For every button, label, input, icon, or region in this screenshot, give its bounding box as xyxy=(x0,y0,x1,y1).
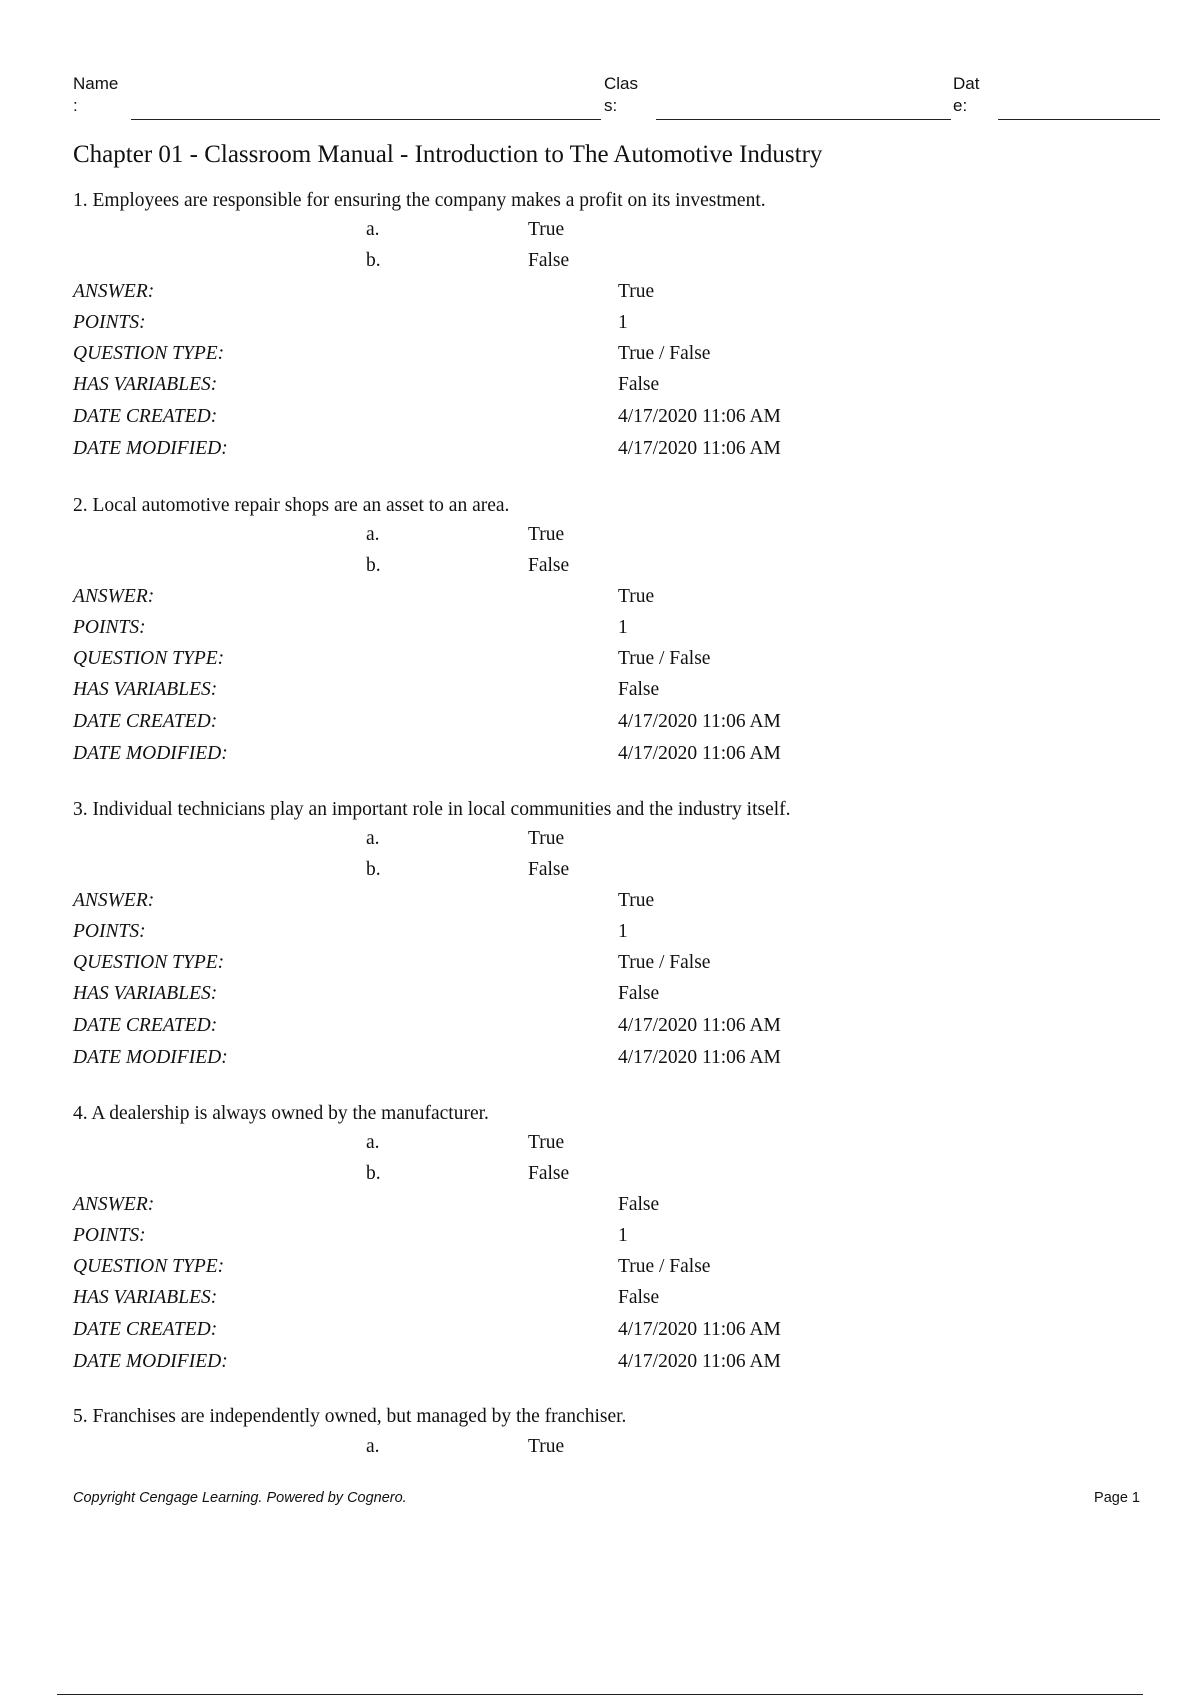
date-created-value: 4/17/2020 11:06 AM xyxy=(618,406,781,427)
has-variables-value: False xyxy=(618,679,660,700)
date-label-bottom: e: xyxy=(953,96,968,115)
question-type-value: True / False xyxy=(618,952,711,973)
option-value: True xyxy=(528,1436,565,1457)
question-type-value: True / False xyxy=(618,1256,711,1277)
has-variables-label: HAS VARIABLES: xyxy=(73,679,218,700)
date-label xyxy=(953,73,979,117)
class-field-line[interactable] xyxy=(656,119,951,120)
date-modified-label: DATE MODIFIED: xyxy=(73,1351,228,1372)
date-created-label: DATE CREATED: xyxy=(73,406,218,427)
name-label-bottom: : xyxy=(73,96,78,115)
date-modified-label: DATE MODIFIED: xyxy=(73,1047,228,1068)
question-text: 4. A dealership is always owned by the manufacturer. xyxy=(73,1103,489,1124)
points-label: POINTS: xyxy=(73,312,146,333)
date-created-value: 4/17/2020 11:06 AM xyxy=(618,1015,781,1036)
points-label: POINTS: xyxy=(73,617,146,638)
question-type-label: QUESTION TYPE: xyxy=(73,952,225,973)
question-text: 1. Employees are responsible for ensuring the company makes a profit on its investment. xyxy=(73,190,766,211)
option-letter: b. xyxy=(366,250,381,271)
points-label: POINTS: xyxy=(73,921,146,942)
option-letter: b. xyxy=(366,859,381,880)
date-created-value: 4/17/2020 11:06 AM xyxy=(618,711,781,732)
option-value: False xyxy=(528,555,570,576)
option-value: False xyxy=(528,1163,570,1184)
date-modified-value: 4/17/2020 11:06 AM xyxy=(618,1351,781,1372)
date-created-label: DATE CREATED: xyxy=(73,1015,218,1036)
class-label xyxy=(604,73,638,117)
date-label-top: Dat xyxy=(953,74,980,93)
answer-label: ANSWER: xyxy=(73,890,155,911)
answer-label: ANSWER: xyxy=(73,281,155,302)
answer-label: ANSWER: xyxy=(73,586,155,607)
bottom-divider xyxy=(57,1694,1143,1695)
option-value: True xyxy=(528,828,565,849)
date-modified-label: DATE MODIFIED: xyxy=(73,438,228,459)
date-modified-label: DATE MODIFIED: xyxy=(73,743,228,764)
date-modified-value: 4/17/2020 11:06 AM xyxy=(618,1047,781,1068)
date-modified-value: 4/17/2020 11:06 AM xyxy=(618,438,781,459)
question-type-label: QUESTION TYPE: xyxy=(73,648,225,669)
option-letter: b. xyxy=(366,1163,381,1184)
points-label: POINTS: xyxy=(73,1225,146,1246)
option-value: True xyxy=(528,524,565,545)
question-type-label: QUESTION TYPE: xyxy=(73,1256,225,1277)
name-label xyxy=(73,73,118,117)
option-letter: a. xyxy=(366,219,380,240)
date-field-line[interactable] xyxy=(998,119,1160,120)
points-value: 1 xyxy=(618,1225,628,1246)
option-letter: b. xyxy=(366,555,381,576)
points-value: 1 xyxy=(618,617,628,638)
name-label-top: Name xyxy=(73,74,119,93)
question-type-value: True / False xyxy=(618,648,711,669)
option-value: True xyxy=(528,1132,565,1153)
question-text: 3. Individual technicians play an important role in local communities and the industry itself. xyxy=(73,799,791,820)
answer-value: True xyxy=(618,890,655,911)
points-value: 1 xyxy=(618,921,628,942)
class-label-bottom: s: xyxy=(604,96,618,115)
answer-value: True xyxy=(618,586,655,607)
has-variables-label: HAS VARIABLES: xyxy=(73,374,218,395)
has-variables-label: HAS VARIABLES: xyxy=(73,983,218,1004)
answer-label: ANSWER: xyxy=(73,1194,155,1215)
option-letter: a. xyxy=(366,828,380,849)
option-value: False xyxy=(528,250,570,271)
option-letter: a. xyxy=(366,524,380,545)
has-variables-label: HAS VARIABLES: xyxy=(73,1287,218,1308)
date-modified-value: 4/17/2020 11:06 AM xyxy=(618,743,781,764)
question-type-label: QUESTION TYPE: xyxy=(73,343,225,364)
date-created-label: DATE CREATED: xyxy=(73,1319,218,1340)
has-variables-value: False xyxy=(618,1287,660,1308)
answer-value: False xyxy=(618,1194,660,1215)
question-type-value: True / False xyxy=(618,343,711,364)
answer-value: True xyxy=(618,281,655,302)
date-created-label: DATE CREATED: xyxy=(73,711,218,732)
has-variables-value: False xyxy=(618,983,660,1004)
question-text: 2. Local automotive repair shops are an asset to an area. xyxy=(73,495,510,516)
page-number: Page 1 xyxy=(1094,1490,1140,1506)
points-value: 1 xyxy=(618,312,628,333)
has-variables-value: False xyxy=(618,374,660,395)
question-text: 5. Franchises are independently owned, but managed by the franchiser. xyxy=(73,1406,627,1427)
class-label-top: Clas xyxy=(604,74,639,93)
option-letter: a. xyxy=(366,1132,380,1153)
chapter-title: Chapter 01 - Classroom Manual - Introduction to The Automotive Industry xyxy=(73,141,823,168)
name-field-line[interactable] xyxy=(131,119,601,120)
copyright-footer: Copyright Cengage Learning. Powered by Cognero. xyxy=(73,1490,407,1506)
date-created-value: 4/17/2020 11:06 AM xyxy=(618,1319,781,1340)
option-value: True xyxy=(528,219,565,240)
option-value: False xyxy=(528,859,570,880)
option-letter: a. xyxy=(366,1436,380,1457)
